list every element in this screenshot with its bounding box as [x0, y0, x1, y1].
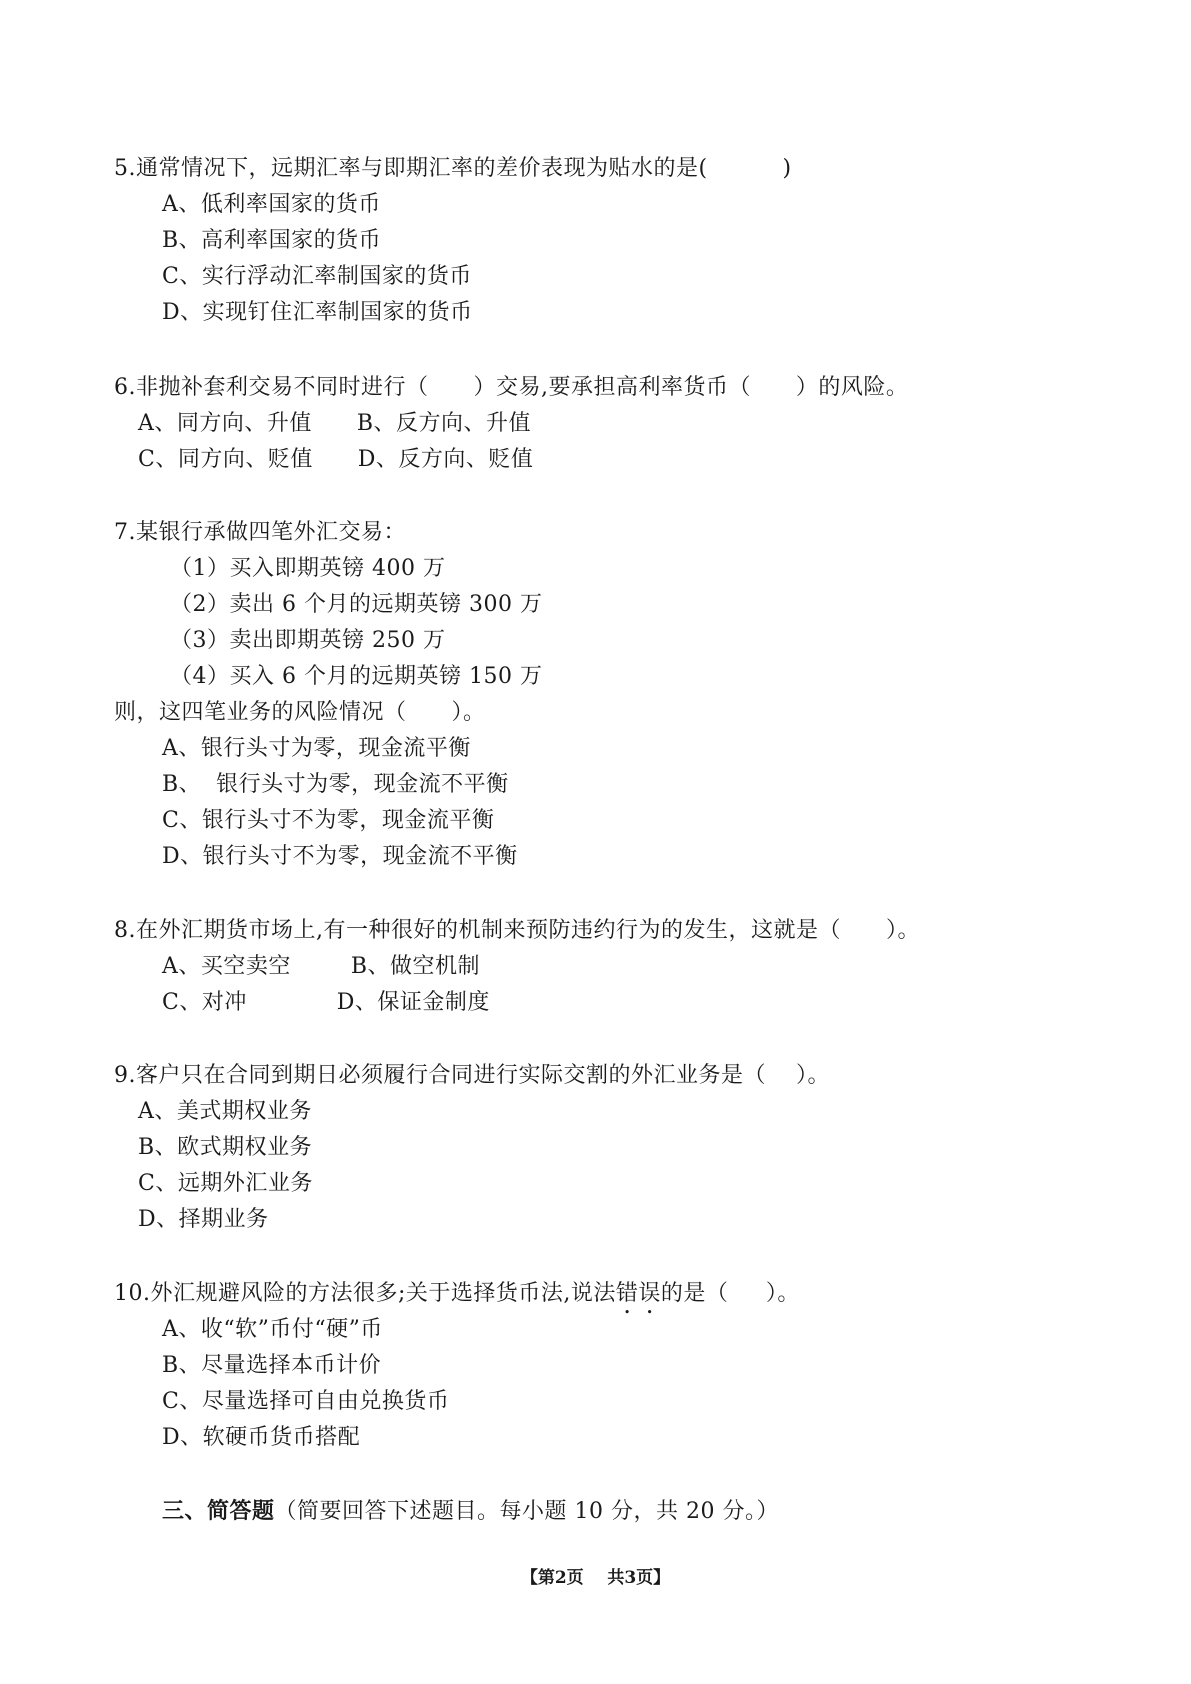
q9-option-a: A、美式期权业务: [138, 1099, 312, 1124]
q5-option-c: C、实行浮动汇率制国家的货币: [162, 264, 472, 289]
q5-option-b: B、高利率国家的货币: [162, 228, 382, 253]
q7-option-d: D、银行头寸不为零，现金流不平衡: [162, 844, 518, 869]
q7-item-3: （3）卖出即期英镑 250 万: [170, 628, 446, 653]
q7-option-c: C、银行头寸不为零，现金流平衡: [162, 808, 495, 833]
q10-option-a: A、收“软”币付“硬”币: [162, 1317, 383, 1342]
q5-option-a: A、低利率国家的货币: [162, 192, 381, 217]
section3-title: 三、简答题: [162, 1499, 275, 1524]
q7-option-b: B、 银行头寸为零，现金流不平衡: [162, 772, 509, 797]
q9-stem: 9.客户只在合同到期日必须履行合同进行实际交割的外汇业务是（ ）。: [114, 1063, 830, 1088]
q10-stem: [114, 1279, 800, 1319]
q6-options-row1: A、同方向、升值 B、反方向、升值: [138, 411, 532, 436]
q10-stem-before: 10.外汇规避风险的方法很多;关于选择货币法,说法: [114, 1281, 616, 1306]
section3-note: （简要回答下述题目。每小题 10 分，共 20 分。）: [274, 1499, 779, 1524]
q7-option-a: A、银行头寸为零，现金流平衡: [162, 736, 471, 761]
q9-option-c: C、远期外汇业务: [138, 1171, 313, 1196]
q8-stem: 8.在外汇期货市场上,有一种很好的机制来预防违约行为的发生，这就是（ ）。: [114, 918, 920, 943]
q6-stem: 6.非抛补套利交易不同时进行（ ）交易,要承担高利率货币（ ）的风险。: [114, 375, 909, 400]
q10-option-d: D、软硬币货币搭配: [162, 1425, 361, 1450]
q8-options-row1: A、买空卖空 B、做空机制: [162, 954, 481, 979]
q5-stem: 5.通常情况下，远期汇率与即期汇率的差价表现为贴水的是( ): [114, 156, 792, 181]
page-number-footer: 【第2页 共3页】: [520, 1568, 671, 1588]
q10-option-b: B、尽量选择本币计价: [162, 1353, 382, 1378]
q7-stem: 7.某银行承做四笔外汇交易：: [114, 520, 406, 545]
q10-stem-emphasis: 错误: [615, 1281, 661, 1306]
q8-options-row2: C、对冲 D、保证金制度: [162, 990, 490, 1015]
q9-option-d: D、择期业务: [138, 1207, 269, 1232]
q10-stem-after: 的是（ ）。: [660, 1281, 800, 1306]
q9-option-b: B、欧式期权业务: [138, 1135, 313, 1160]
q7-item-2: （2）卖出 6 个月的远期英镑 300 万: [170, 592, 543, 617]
q7-item-1: （1）买入即期英镑 400 万: [170, 556, 446, 581]
q5-option-d: D、实现钉住汇率制国家的货币: [162, 300, 473, 325]
q6-options-row2: C、同方向、贬值 D、反方向、贬值: [138, 447, 534, 472]
section3-heading: [162, 1497, 779, 1527]
q10-option-c: C、尽量选择可自由兑换货币: [162, 1389, 450, 1414]
q7-prompt: 则，这四笔业务的风险情况（ ）。: [114, 700, 486, 725]
q7-item-4: （4）买入 6 个月的远期英镑 150 万: [170, 664, 543, 689]
